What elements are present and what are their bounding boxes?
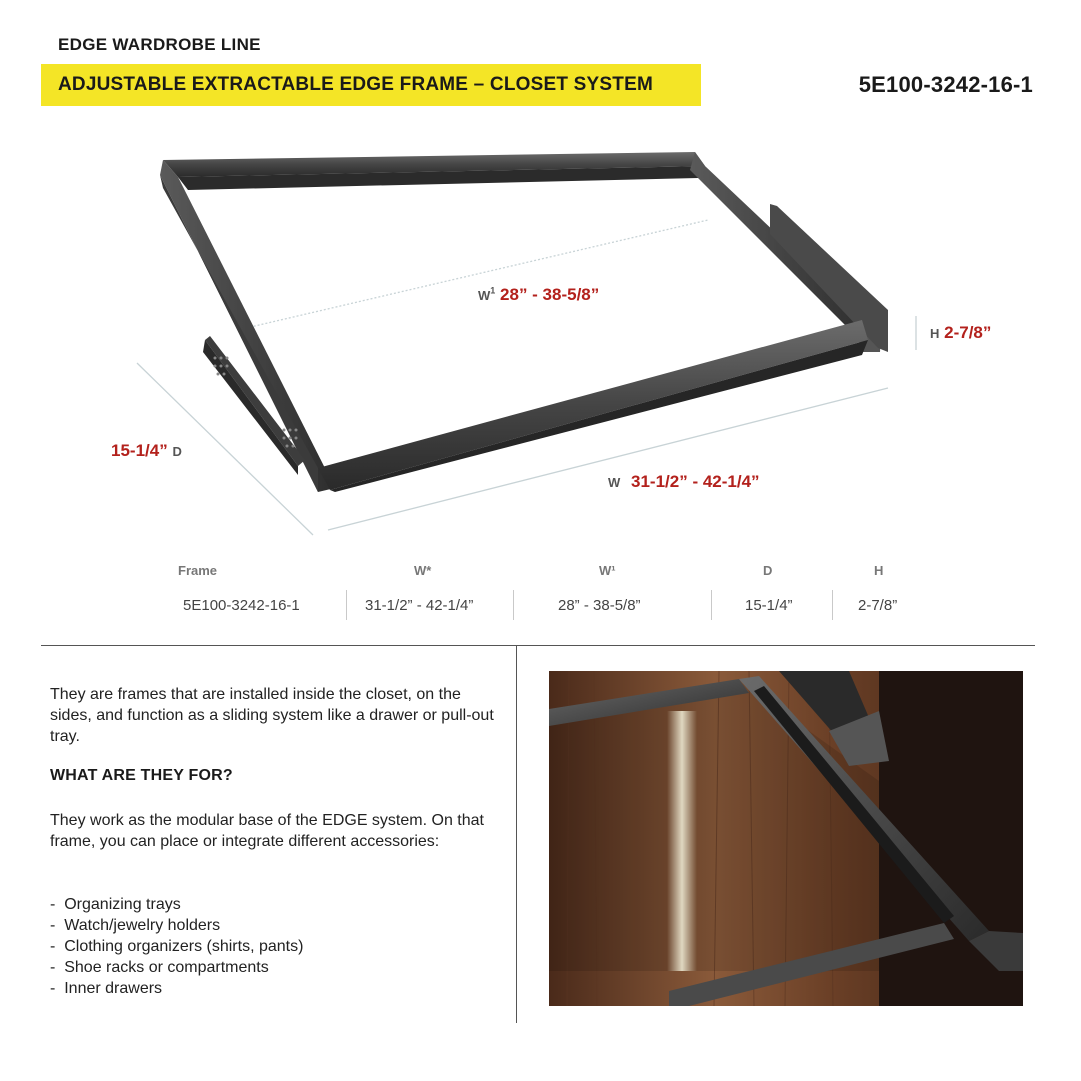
spec-header-height: H xyxy=(874,563,884,578)
spec-separator xyxy=(832,590,833,620)
list-item: - Shoe racks or compartments xyxy=(50,957,303,978)
spec-cell-w-outer: 31-1/2” - 42-1/4” xyxy=(365,597,474,614)
spec-header-frame: Frame xyxy=(178,563,218,578)
spec-separator xyxy=(346,590,347,620)
title-banner xyxy=(41,64,701,106)
accessory-list xyxy=(50,894,303,999)
spec-cell-depth: 15-1/4” xyxy=(745,597,793,614)
dim-height: H 2-7/8” xyxy=(930,323,992,342)
dim-inner-width: $W^1$ 28” - 38-5/8” xyxy=(478,285,600,304)
section-divider xyxy=(41,645,1035,646)
spec-cell-height: 2-7/8” xyxy=(858,597,898,614)
spec-table xyxy=(0,560,1081,630)
list-item: - Watch/jewelry holders xyxy=(50,915,303,936)
spec-header-depth: D xyxy=(763,563,773,578)
frame-drawing xyxy=(0,130,1081,550)
dim-depth: 15-1/4” D xyxy=(111,441,182,460)
list-item: - Inner drawers xyxy=(50,978,303,999)
product-title: ADJUSTABLE EXTRACTABLE EDGE FRAME – CLOSET SYSTEM xyxy=(58,74,653,95)
description-body: They work as the modular base of the EDGE system. On that frame, you can place or integrate different accessories: xyxy=(50,812,484,850)
list-item: - Clothing organizers (shirts, pants) xyxy=(50,936,303,957)
description-heading: WHAT ARE THEY FOR? xyxy=(50,767,233,784)
spec-header-w-inner: W¹ xyxy=(599,563,616,578)
list-item: - Organizing trays xyxy=(50,894,303,915)
product-line-label: EDGE WARDROBE LINE xyxy=(58,35,261,54)
product-photo xyxy=(549,671,1023,1006)
column-divider xyxy=(516,646,517,1023)
frame-right-rail xyxy=(690,152,868,338)
description-intro: They are frames that are installed inside the closet, on the sides, and function as a sliding system like a drawer or pull-out tray. xyxy=(50,686,494,745)
spec-header-w-outer: W* xyxy=(414,563,432,578)
spec-separator xyxy=(711,590,712,620)
spec-cell-frame: 5E100-3242-16-1 xyxy=(183,597,300,614)
frame-front-rail xyxy=(318,320,868,490)
spec-cell-w-inner: 28” - 38-5/8” xyxy=(558,597,641,614)
frame-left-rail xyxy=(160,160,335,492)
product-sku: 5E100-3242-16-1 xyxy=(858,72,1033,97)
spec-separator xyxy=(513,590,514,620)
dim-outer-width: W 31-1/2” - 42-1/4” xyxy=(608,472,760,491)
